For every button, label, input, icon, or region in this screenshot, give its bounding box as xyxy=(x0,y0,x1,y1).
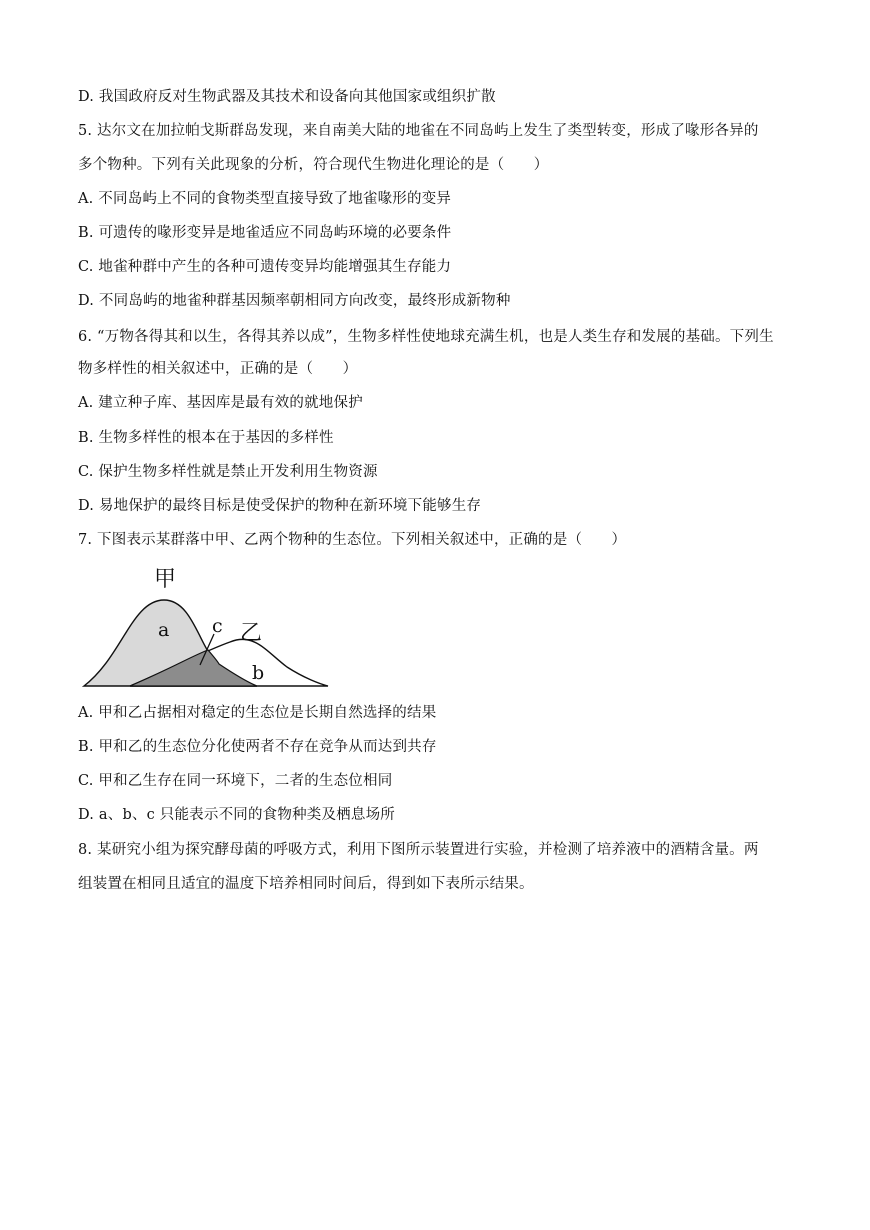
q4-option-d: D. 我国政府反对生物武器及其技术和设备向其他国家或组织扩散 xyxy=(78,89,496,105)
q7-option-b: B. 甲和乙的生态位分化使两者不存在竞争从而达到共存 xyxy=(78,739,437,755)
q5-stem-line1: 5. 达尔文在加拉帕戈斯群岛发现，来自南美大陆的地雀在不同岛屿上发生了类型转变，形成了喙形各异的 xyxy=(78,123,759,139)
q6-option-d: D. 易地保护的最终目标是使受保护的物种在新环境下能够生存 xyxy=(78,498,482,514)
label-jia: 甲 xyxy=(154,567,177,592)
q6-option-c: C. 保护生物多样性就是禁止开发利用生物资源 xyxy=(78,464,378,480)
label-a: a xyxy=(158,619,170,641)
label-c: c xyxy=(212,615,223,637)
q6-stem-line2: 物多样性的相关叙述中，正确的是（ ） xyxy=(78,361,358,377)
q6-option-a: A. 建立种子库、基因库是最有效的就地保护 xyxy=(78,395,363,411)
q7-stem: 7. 下图表示某群落中甲、乙两个物种的生态位。下列相关叙述中，正确的是（ ） xyxy=(78,532,627,548)
label-yi: 乙 xyxy=(240,621,263,646)
niche-overlap-diagram xyxy=(82,562,332,692)
q6-stem-line1: 6. “万物各得其和以生，各得其养以成”，生物多样性使地球充满生机，也是人类生存和发展的基础。下列生 xyxy=(78,329,774,345)
q6-option-b: B. 生物多样性的根本在于基因的多样性 xyxy=(78,430,334,446)
q5-option-b: B. 可遗传的喙形变异是地雀适应不同岛屿环境的必要条件 xyxy=(78,225,452,241)
q5-option-c: C. 地雀种群中产生的各种可遗传变异均能增强其生存能力 xyxy=(78,259,452,275)
q5-option-a: A. 不同岛屿上不同的食物类型直接导致了地雀喙形的变异 xyxy=(78,191,452,207)
label-b: b xyxy=(252,662,265,684)
q5-stem-line2: 多个物种。下列有关此现象的分析，符合现代生物进化理论的是（ ） xyxy=(78,157,549,173)
q7-option-d: D. a、b、c 只能表示不同的食物种类及栖息场所 xyxy=(78,807,395,823)
q7-option-a: A. 甲和乙占据相对稳定的生态位是长期自然选择的结果 xyxy=(78,705,437,721)
q8-stem-line1: 8. 某研究小组为探究酵母菌的呼吸方式，利用下图所示装置进行实验，并检测了培养液中的酒精含量。两 xyxy=(78,842,759,858)
q8-stem-line2: 组装置在相同且适宜的温度下培养相同时间后，得到如下表所示结果。 xyxy=(78,876,534,892)
q5-option-d: D. 不同岛屿的地雀种群基因频率朝相同方向改变，最终形成新物种 xyxy=(78,293,511,309)
q7-option-c: C. 甲和乙生存在同一环境下，二者的生态位相同 xyxy=(78,773,393,789)
